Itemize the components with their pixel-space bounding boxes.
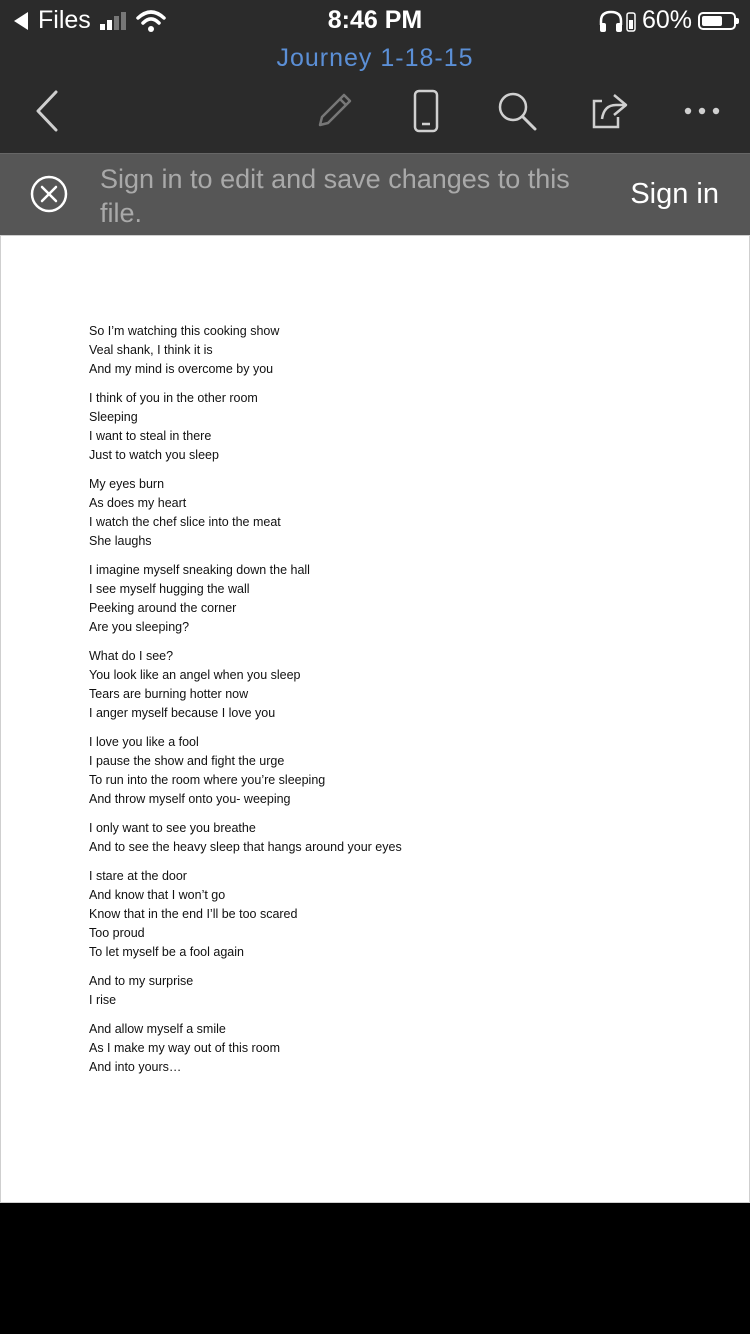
stanza [89, 475, 689, 551]
more-icon [682, 105, 722, 117]
small-battery-icon [626, 10, 636, 32]
status-right [598, 6, 736, 35]
poem-line: And my mind is overcome by you [89, 362, 274, 376]
document-page[interactable] [0, 235, 750, 1203]
back-icon [32, 89, 62, 133]
poem-line: Veal shank, I think it is [89, 343, 213, 357]
status-bar [0, 0, 750, 40]
stanza [89, 389, 689, 465]
poem-line: I imagine myself sneaking down the hall [89, 563, 310, 577]
poem-line: Are you sleeping? [89, 620, 190, 634]
more-button[interactable] [675, 84, 729, 138]
poem-line: And throw myself onto you- weeping [89, 792, 291, 806]
sign-in-banner [0, 153, 750, 235]
close-banner-icon[interactable] [29, 174, 69, 214]
poem-line: I think of you in the other room [89, 391, 258, 405]
stanza [89, 867, 689, 962]
document-title: Journey 1-18-15 [276, 44, 474, 72]
battery-percent: 60% [641, 6, 692, 34]
poem-line: My eyes burn [89, 477, 165, 491]
poem-line: I anger myself because I love you [89, 706, 276, 720]
stanza [89, 972, 689, 1010]
poem-line: She laughs [89, 534, 152, 548]
poem-line: Too proud [89, 926, 145, 940]
poem-line: And know that I won’t go [89, 888, 226, 902]
poem-line: I stare at the door [89, 869, 187, 883]
poem-line: I want to steal in there [89, 429, 212, 443]
poem-line: So I’m watching this cooking show [89, 324, 280, 338]
stanza [89, 561, 689, 637]
stanza [89, 647, 689, 723]
document-body [89, 322, 689, 1087]
poem-line: And to see the heavy sleep that hangs around your eyes [89, 840, 402, 854]
poem-line: Just to watch you sleep [89, 448, 219, 462]
poem-line: Tears are burning hotter now [89, 687, 249, 701]
banner-message: Sign in to edit and save changes to this file. [100, 164, 570, 228]
poem-line: Sleeping [89, 410, 138, 424]
stanza [89, 322, 689, 379]
back-app-label: Files [38, 6, 91, 34]
status-time: 8:46 PM [327, 6, 423, 34]
headphones-icon [598, 9, 624, 33]
poem-line: And into yours… [89, 1060, 182, 1074]
poem-line: I love you like a fool [89, 735, 199, 749]
poem-line: To let myself be a fool again [89, 945, 244, 959]
top-chrome [0, 0, 750, 153]
battery-icon [698, 12, 736, 30]
search-button[interactable] [490, 84, 544, 138]
poem-line: What do I see? [89, 649, 174, 663]
stanza [89, 819, 689, 857]
back-button[interactable] [20, 84, 74, 138]
phone-layout-icon [411, 89, 441, 133]
poem-line: And to my surprise [89, 974, 194, 988]
mobile-view-button[interactable] [399, 84, 453, 138]
poem-line: And allow myself a smile [89, 1022, 226, 1036]
poem-line: Peeking around the corner [89, 601, 237, 615]
poem-line: I see myself hugging the wall [89, 582, 250, 596]
poem-line: I rise [89, 993, 117, 1007]
pencil-icon [312, 89, 356, 133]
share-button[interactable] [583, 84, 637, 138]
poem-line: You look like an angel when you sleep [89, 668, 301, 682]
sign-in-button[interactable]: Sign in [630, 178, 719, 210]
toolbar [0, 84, 750, 138]
poem-line: I only want to see you breathe [89, 821, 256, 835]
poem-line: I pause the show and fight the urge [89, 754, 285, 768]
search-icon [495, 89, 539, 133]
stanza [89, 733, 689, 809]
poem-line: Know that in the end I’ll be too scared [89, 907, 298, 921]
poem-line: To run into the room where you’re sleeping [89, 773, 326, 787]
share-icon [588, 89, 632, 133]
poem-line: As does my heart [89, 496, 187, 510]
stanza [89, 1020, 689, 1077]
edit-button[interactable] [307, 84, 361, 138]
poem-line: As I make my way out of this room [89, 1041, 281, 1055]
poem-line: I watch the chef slice into the meat [89, 515, 281, 529]
